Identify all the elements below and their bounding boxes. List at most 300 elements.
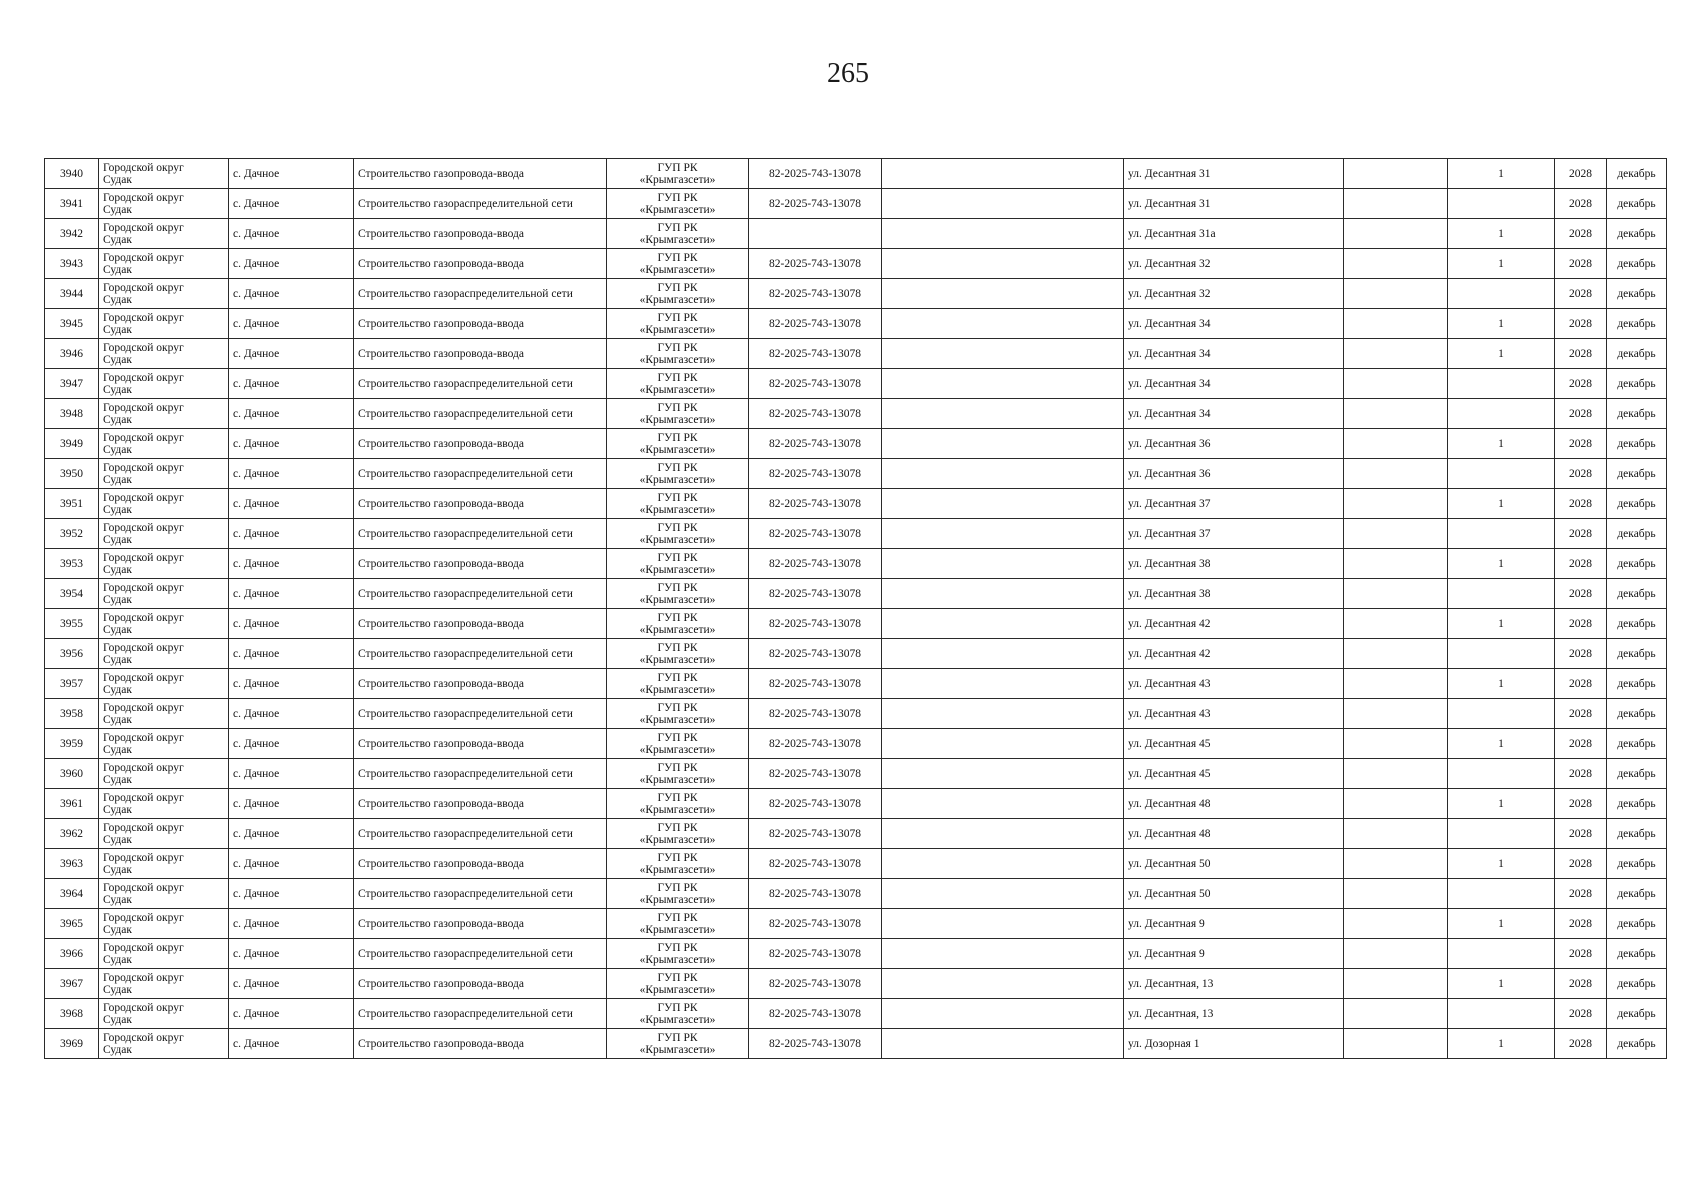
- table-row: [45, 279, 1667, 309]
- quantity-cell: 1: [1448, 969, 1555, 999]
- row-number-cell: 3955: [45, 609, 99, 639]
- organization-line: ГУП РК: [657, 851, 698, 864]
- organization-cell: [607, 669, 749, 699]
- work-type-cell: Строительство газораспределительной сети: [354, 579, 607, 609]
- settlement-cell: с. Дачное: [229, 459, 354, 489]
- municipality-line: Городской округ: [103, 701, 184, 714]
- municipality-line: Судак: [103, 263, 132, 276]
- settlement-cell: с. Дачное: [229, 519, 354, 549]
- quantity-cell: [1448, 189, 1555, 219]
- year-cell: 2028: [1555, 729, 1607, 759]
- organization-cell: [607, 249, 749, 279]
- organization-cell: [607, 789, 749, 819]
- project-code-cell: 82-2025-743-13078: [749, 879, 882, 909]
- empty-cell: [882, 399, 1124, 429]
- row-number-cell: 3969: [45, 1029, 99, 1059]
- municipality-cell: [99, 159, 229, 189]
- municipality-line: Городской округ: [103, 1001, 184, 1014]
- empty-cell: [882, 789, 1124, 819]
- work-type-cell: Строительство газопровода-ввода: [354, 309, 607, 339]
- row-number-cell: 3945: [45, 309, 99, 339]
- empty-cell: [1344, 789, 1448, 819]
- row-number-cell: 3962: [45, 819, 99, 849]
- empty-cell: [882, 699, 1124, 729]
- year-cell: 2028: [1555, 999, 1607, 1029]
- project-code-cell: 82-2025-743-13078: [749, 159, 882, 189]
- address-cell: ул. Десантная 48: [1124, 819, 1344, 849]
- municipality-line: Судак: [103, 563, 132, 576]
- table-row: [45, 849, 1667, 879]
- work-type-cell: Строительство газораспределительной сети: [354, 459, 607, 489]
- municipality-cell: [99, 309, 229, 339]
- table-row: [45, 909, 1667, 939]
- settlement-cell: с. Дачное: [229, 159, 354, 189]
- address-cell: ул. Десантная 34: [1124, 339, 1344, 369]
- empty-cell: [882, 669, 1124, 699]
- address-cell: ул. Десантная 9: [1124, 909, 1344, 939]
- empty-cell: [1344, 159, 1448, 189]
- organization-line: «Крымгазсети»: [639, 713, 716, 726]
- quantity-cell: 1: [1448, 309, 1555, 339]
- municipality-line: Судак: [103, 833, 132, 846]
- year-cell: 2028: [1555, 339, 1607, 369]
- table-row: [45, 339, 1667, 369]
- empty-cell: [1344, 669, 1448, 699]
- quantity-cell: [1448, 519, 1555, 549]
- empty-cell: [882, 909, 1124, 939]
- year-cell: 2028: [1555, 399, 1607, 429]
- empty-cell: [1344, 639, 1448, 669]
- settlement-cell: с. Дачное: [229, 759, 354, 789]
- project-code-cell: 82-2025-743-13078: [749, 639, 882, 669]
- table-row: [45, 249, 1667, 279]
- organization-line: «Крымгазсети»: [639, 773, 716, 786]
- table-row: [45, 189, 1667, 219]
- municipality-cell: [99, 369, 229, 399]
- organization-line: ГУП РК: [657, 641, 698, 654]
- year-cell: 2028: [1555, 459, 1607, 489]
- row-number-cell: 3966: [45, 939, 99, 969]
- address-cell: ул. Десантная 37: [1124, 489, 1344, 519]
- address-cell: ул. Десантная 45: [1124, 729, 1344, 759]
- empty-cell: [1344, 939, 1448, 969]
- municipality-line: Судак: [103, 983, 132, 996]
- month-cell: декабрь: [1607, 909, 1667, 939]
- organization-line: ГУП РК: [657, 971, 698, 984]
- organization-cell: [607, 939, 749, 969]
- organization-cell: [607, 1029, 749, 1059]
- municipality-line: Городской округ: [103, 821, 184, 834]
- organization-cell: [607, 369, 749, 399]
- address-cell: ул. Десантная 42: [1124, 609, 1344, 639]
- organization-line: «Крымгазсети»: [639, 443, 716, 456]
- organization-cell: [607, 489, 749, 519]
- municipality-line: Городской округ: [103, 461, 184, 474]
- project-code-cell: 82-2025-743-13078: [749, 669, 882, 699]
- quantity-cell: 1: [1448, 849, 1555, 879]
- organization-cell: [607, 579, 749, 609]
- work-type-cell: Строительство газопровода-ввода: [354, 849, 607, 879]
- organization-cell: [607, 339, 749, 369]
- municipality-cell: [99, 699, 229, 729]
- organization-cell: [607, 609, 749, 639]
- municipality-line: Судак: [103, 353, 132, 366]
- municipality-line: Судак: [103, 653, 132, 666]
- work-type-cell: Строительство газопровода-ввода: [354, 249, 607, 279]
- organization-line: «Крымгазсети»: [639, 863, 716, 876]
- organization-line: ГУП РК: [657, 911, 698, 924]
- row-number-cell: 3941: [45, 189, 99, 219]
- municipality-cell: [99, 849, 229, 879]
- quantity-cell: [1448, 459, 1555, 489]
- table-row: [45, 759, 1667, 789]
- empty-cell: [882, 249, 1124, 279]
- table-row: [45, 399, 1667, 429]
- address-cell: ул. Десантная 31: [1124, 159, 1344, 189]
- municipality-cell: [99, 969, 229, 999]
- settlement-cell: с. Дачное: [229, 909, 354, 939]
- settlement-cell: с. Дачное: [229, 249, 354, 279]
- organization-cell: [607, 189, 749, 219]
- municipality-line: Городской округ: [103, 791, 184, 804]
- month-cell: декабрь: [1607, 339, 1667, 369]
- empty-cell: [1344, 579, 1448, 609]
- row-number-cell: 3943: [45, 249, 99, 279]
- project-code-cell: 82-2025-743-13078: [749, 849, 882, 879]
- empty-cell: [1344, 189, 1448, 219]
- year-cell: 2028: [1555, 279, 1607, 309]
- work-type-cell: Строительство газораспределительной сети: [354, 399, 607, 429]
- municipality-line: Городской округ: [103, 491, 184, 504]
- organization-cell: [607, 759, 749, 789]
- municipality-cell: [99, 549, 229, 579]
- municipality-line: Городской округ: [103, 251, 184, 264]
- address-cell: ул. Десантная 32: [1124, 279, 1344, 309]
- organization-cell: [607, 969, 749, 999]
- municipality-line: Городской округ: [103, 221, 184, 234]
- empty-cell: [1344, 849, 1448, 879]
- settlement-cell: с. Дачное: [229, 579, 354, 609]
- empty-cell: [1344, 429, 1448, 459]
- municipality-line: Судак: [103, 293, 132, 306]
- organization-line: «Крымгазсети»: [639, 1013, 716, 1026]
- year-cell: 2028: [1555, 939, 1607, 969]
- row-number-cell: 3957: [45, 669, 99, 699]
- month-cell: декабрь: [1607, 249, 1667, 279]
- work-type-cell: Строительство газопровода-ввода: [354, 1029, 607, 1059]
- table-row: [45, 489, 1667, 519]
- work-type-cell: Строительство газораспределительной сети: [354, 639, 607, 669]
- empty-cell: [882, 849, 1124, 879]
- row-number-cell: 3965: [45, 909, 99, 939]
- table-row: [45, 939, 1667, 969]
- municipality-cell: [99, 909, 229, 939]
- month-cell: декабрь: [1607, 489, 1667, 519]
- year-cell: 2028: [1555, 159, 1607, 189]
- municipality-cell: [99, 579, 229, 609]
- empty-cell: [882, 369, 1124, 399]
- organization-line: «Крымгазсети»: [639, 563, 716, 576]
- row-number-cell: 3942: [45, 219, 99, 249]
- municipality-line: Судак: [103, 593, 132, 606]
- project-code-cell: 82-2025-743-13078: [749, 909, 882, 939]
- quantity-cell: [1448, 699, 1555, 729]
- organization-line: ГУП РК: [657, 341, 698, 354]
- row-number-cell: 3950: [45, 459, 99, 489]
- quantity-cell: 1: [1448, 909, 1555, 939]
- year-cell: 2028: [1555, 669, 1607, 699]
- year-cell: 2028: [1555, 309, 1607, 339]
- project-code-cell: 82-2025-743-13078: [749, 369, 882, 399]
- municipality-line: Судак: [103, 533, 132, 546]
- work-type-cell: Строительство газопровода-ввода: [354, 159, 607, 189]
- municipality-line: Городской округ: [103, 911, 184, 924]
- municipality-cell: [99, 489, 229, 519]
- organization-cell: [607, 549, 749, 579]
- municipality-line: Городской округ: [103, 161, 184, 174]
- row-number-cell: 3953: [45, 549, 99, 579]
- municipality-cell: [99, 669, 229, 699]
- address-cell: ул. Десантная 37: [1124, 519, 1344, 549]
- organization-line: «Крымгазсети»: [639, 653, 716, 666]
- settlement-cell: с. Дачное: [229, 429, 354, 459]
- month-cell: декабрь: [1607, 699, 1667, 729]
- year-cell: 2028: [1555, 909, 1607, 939]
- year-cell: 2028: [1555, 819, 1607, 849]
- empty-cell: [882, 639, 1124, 669]
- project-code-cell: 82-2025-743-13078: [749, 429, 882, 459]
- municipality-line: Городской округ: [103, 971, 184, 984]
- table-row: [45, 609, 1667, 639]
- organization-line: ГУП РК: [657, 521, 698, 534]
- empty-cell: [882, 309, 1124, 339]
- year-cell: 2028: [1555, 969, 1607, 999]
- empty-cell: [1344, 249, 1448, 279]
- organization-line: ГУП РК: [657, 221, 698, 234]
- empty-cell: [1344, 489, 1448, 519]
- project-code-cell: 82-2025-743-13078: [749, 489, 882, 519]
- empty-cell: [1344, 219, 1448, 249]
- municipality-line: Городской округ: [103, 851, 184, 864]
- address-cell: ул. Десантная 36: [1124, 429, 1344, 459]
- month-cell: декабрь: [1607, 549, 1667, 579]
- row-number-cell: 3946: [45, 339, 99, 369]
- municipality-line: Судак: [103, 803, 132, 816]
- municipality-line: Судак: [103, 473, 132, 486]
- work-type-cell: Строительство газораспределительной сети: [354, 189, 607, 219]
- municipality-cell: [99, 189, 229, 219]
- table-row: [45, 789, 1667, 819]
- municipality-line: Городской округ: [103, 521, 184, 534]
- organization-line: «Крымгазсети»: [639, 623, 716, 636]
- quantity-cell: 1: [1448, 789, 1555, 819]
- address-cell: ул. Десантная, 13: [1124, 999, 1344, 1029]
- municipality-line: Судак: [103, 173, 132, 186]
- quantity-cell: [1448, 579, 1555, 609]
- year-cell: 2028: [1555, 219, 1607, 249]
- year-cell: 2028: [1555, 879, 1607, 909]
- year-cell: 2028: [1555, 579, 1607, 609]
- municipality-line: Городской округ: [103, 881, 184, 894]
- municipality-cell: [99, 729, 229, 759]
- settlement-cell: с. Дачное: [229, 729, 354, 759]
- project-code-cell: 82-2025-743-13078: [749, 309, 882, 339]
- address-cell: ул. Дозорная 1: [1124, 1029, 1344, 1059]
- address-cell: ул. Десантная 43: [1124, 699, 1344, 729]
- settlement-cell: с. Дачное: [229, 1029, 354, 1059]
- organization-cell: [607, 309, 749, 339]
- row-number-cell: 3944: [45, 279, 99, 309]
- municipality-line: Судак: [103, 203, 132, 216]
- organization-line: ГУП РК: [657, 431, 698, 444]
- organization-line: «Крымгазсети»: [639, 203, 716, 216]
- quantity-cell: 1: [1448, 549, 1555, 579]
- organization-line: «Крымгазсети»: [639, 323, 716, 336]
- table-row: [45, 309, 1667, 339]
- address-cell: ул. Десантная 50: [1124, 879, 1344, 909]
- settlement-cell: с. Дачное: [229, 699, 354, 729]
- municipality-line: Судак: [103, 923, 132, 936]
- empty-cell: [1344, 999, 1448, 1029]
- settlement-cell: с. Дачное: [229, 819, 354, 849]
- month-cell: декабрь: [1607, 219, 1667, 249]
- municipality-line: Городской округ: [103, 191, 184, 204]
- organization-line: ГУП РК: [657, 1001, 698, 1014]
- municipality-cell: [99, 219, 229, 249]
- organization-line: «Крымгазсети»: [639, 923, 716, 936]
- year-cell: 2028: [1555, 639, 1607, 669]
- municipality-cell: [99, 249, 229, 279]
- address-cell: ул. Десантная 31: [1124, 189, 1344, 219]
- organization-cell: [607, 819, 749, 849]
- settlement-cell: с. Дачное: [229, 279, 354, 309]
- table-row: [45, 549, 1667, 579]
- table-row: [45, 369, 1667, 399]
- settlement-cell: с. Дачное: [229, 189, 354, 219]
- municipality-line: Городской округ: [103, 671, 184, 684]
- organization-cell: [607, 399, 749, 429]
- empty-cell: [882, 579, 1124, 609]
- month-cell: декабрь: [1607, 429, 1667, 459]
- work-type-cell: Строительство газопровода-ввода: [354, 789, 607, 819]
- month-cell: декабрь: [1607, 729, 1667, 759]
- month-cell: декабрь: [1607, 969, 1667, 999]
- row-number-cell: 3959: [45, 729, 99, 759]
- address-cell: ул. Десантная 36: [1124, 459, 1344, 489]
- organization-line: «Крымгазсети»: [639, 263, 716, 276]
- work-type-cell: Строительство газопровода-ввода: [354, 549, 607, 579]
- settlement-cell: с. Дачное: [229, 969, 354, 999]
- organization-cell: [607, 279, 749, 309]
- table-row: [45, 879, 1667, 909]
- organization-cell: [607, 879, 749, 909]
- empty-cell: [1344, 369, 1448, 399]
- municipality-cell: [99, 459, 229, 489]
- municipality-cell: [99, 519, 229, 549]
- organization-line: ГУП РК: [657, 581, 698, 594]
- month-cell: декабрь: [1607, 309, 1667, 339]
- municipality-line: Судак: [103, 323, 132, 336]
- organization-line: «Крымгазсети»: [639, 233, 716, 246]
- month-cell: декабрь: [1607, 939, 1667, 969]
- work-type-cell: Строительство газопровода-ввода: [354, 429, 607, 459]
- month-cell: декабрь: [1607, 639, 1667, 669]
- municipality-cell: [99, 639, 229, 669]
- settlement-cell: с. Дачное: [229, 369, 354, 399]
- organization-line: «Крымгазсети»: [639, 833, 716, 846]
- work-type-cell: Строительство газораспределительной сети: [354, 819, 607, 849]
- row-number-cell: 3961: [45, 789, 99, 819]
- month-cell: декабрь: [1607, 879, 1667, 909]
- organization-line: ГУП РК: [657, 251, 698, 264]
- quantity-cell: 1: [1448, 219, 1555, 249]
- empty-cell: [882, 729, 1124, 759]
- address-cell: ул. Десантная 42: [1124, 639, 1344, 669]
- municipality-cell: [99, 609, 229, 639]
- empty-cell: [1344, 339, 1448, 369]
- month-cell: декабрь: [1607, 519, 1667, 549]
- address-cell: ул. Десантная 9: [1124, 939, 1344, 969]
- organization-line: «Крымгазсети»: [639, 533, 716, 546]
- organization-cell: [607, 429, 749, 459]
- row-number-cell: 3952: [45, 519, 99, 549]
- table-row: [45, 999, 1667, 1029]
- settlement-cell: с. Дачное: [229, 339, 354, 369]
- organization-line: ГУП РК: [657, 401, 698, 414]
- municipality-line: Судак: [103, 1013, 132, 1026]
- row-number-cell: 3968: [45, 999, 99, 1029]
- organization-cell: [607, 159, 749, 189]
- quantity-cell: [1448, 639, 1555, 669]
- empty-cell: [1344, 729, 1448, 759]
- municipality-line: Судак: [103, 443, 132, 456]
- address-cell: ул. Десантная 48: [1124, 789, 1344, 819]
- settlement-cell: с. Дачное: [229, 549, 354, 579]
- municipality-cell: [99, 1029, 229, 1059]
- work-type-cell: Строительство газораспределительной сети: [354, 999, 607, 1029]
- table-row: [45, 729, 1667, 759]
- project-code-cell: 82-2025-743-13078: [749, 249, 882, 279]
- municipality-cell: [99, 999, 229, 1029]
- work-type-cell: Строительство газораспределительной сети: [354, 279, 607, 309]
- settlement-cell: с. Дачное: [229, 939, 354, 969]
- settlement-cell: с. Дачное: [229, 489, 354, 519]
- empty-cell: [882, 279, 1124, 309]
- project-code-cell: 82-2025-743-13078: [749, 699, 882, 729]
- quantity-cell: [1448, 759, 1555, 789]
- municipality-cell: [99, 819, 229, 849]
- empty-cell: [882, 1029, 1124, 1059]
- year-cell: 2028: [1555, 1029, 1607, 1059]
- municipality-line: Городской округ: [103, 611, 184, 624]
- settlement-cell: с. Дачное: [229, 219, 354, 249]
- municipality-cell: [99, 759, 229, 789]
- empty-cell: [1344, 309, 1448, 339]
- year-cell: 2028: [1555, 489, 1607, 519]
- organization-cell: [607, 519, 749, 549]
- empty-cell: [1344, 969, 1448, 999]
- page-number: 265: [827, 58, 869, 89]
- settlement-cell: с. Дачное: [229, 999, 354, 1029]
- settlement-cell: с. Дачное: [229, 639, 354, 669]
- row-number-cell: 3949: [45, 429, 99, 459]
- year-cell: 2028: [1555, 609, 1607, 639]
- municipality-line: Городской округ: [103, 341, 184, 354]
- municipality-line: Судак: [103, 773, 132, 786]
- settlement-cell: с. Дачное: [229, 789, 354, 819]
- row-number-cell: 3947: [45, 369, 99, 399]
- table-row: [45, 639, 1667, 669]
